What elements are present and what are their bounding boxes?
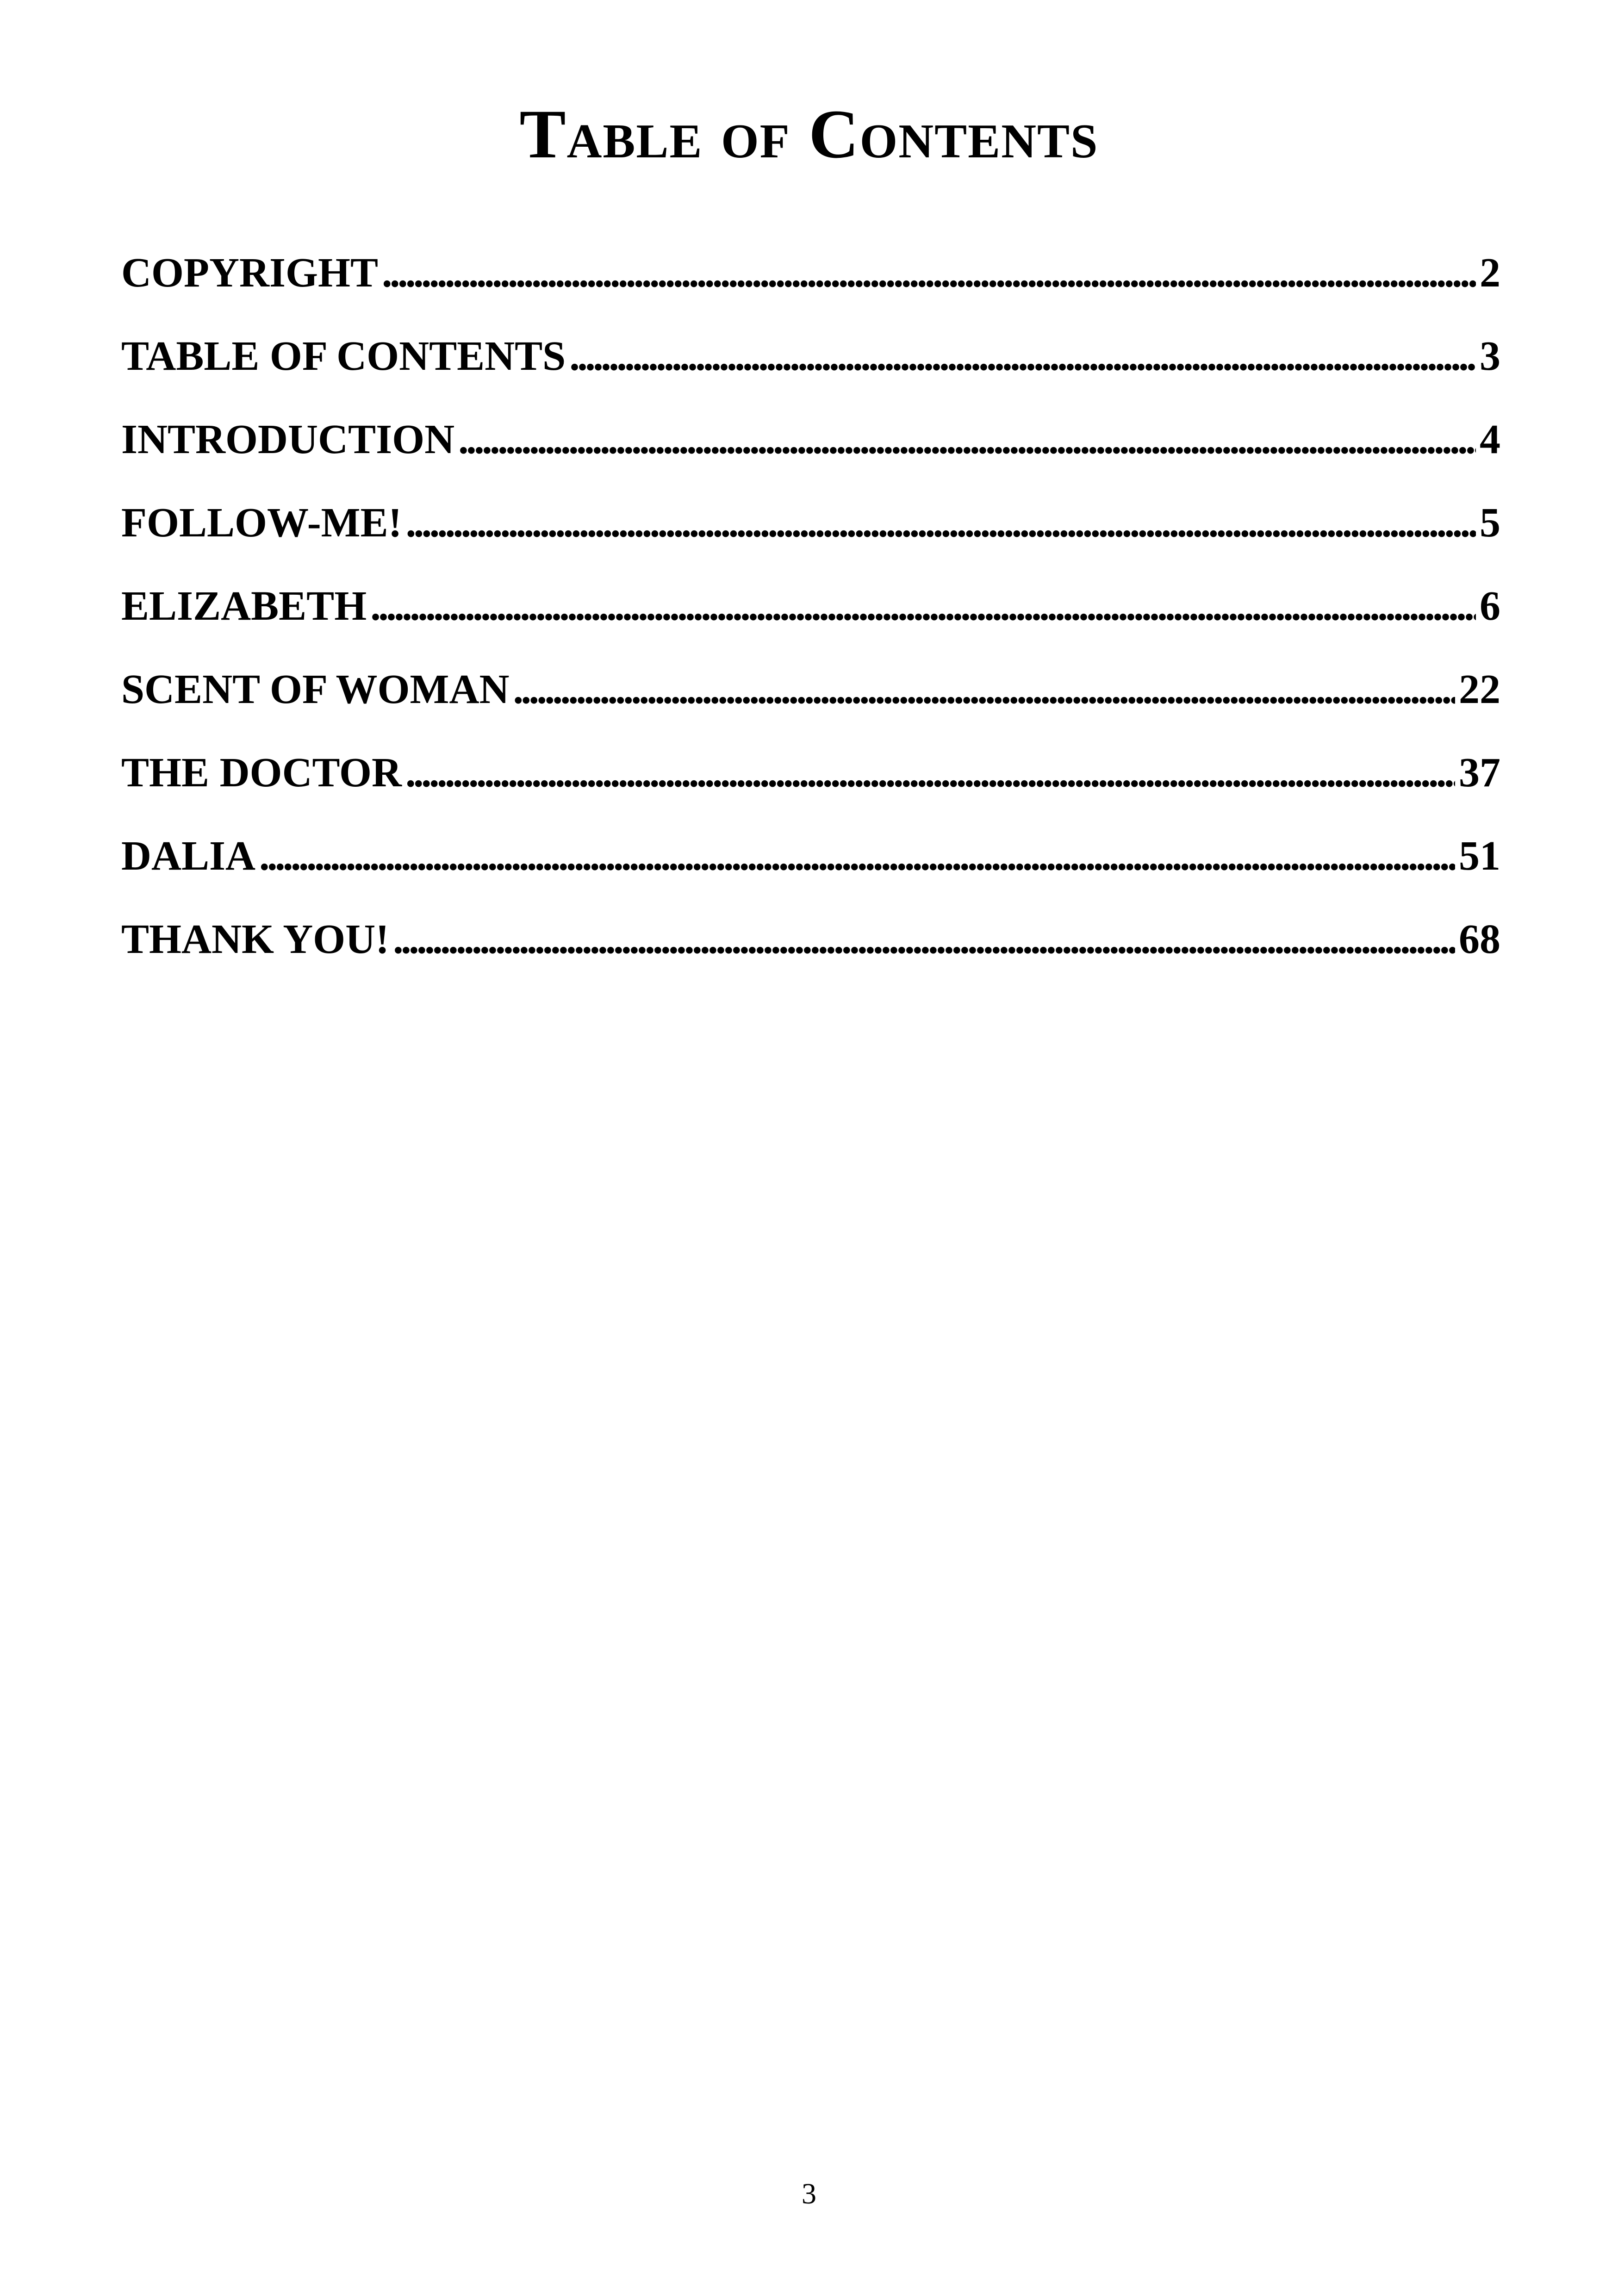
toc-entry-page: 51	[1459, 833, 1500, 879]
toc-entry-label: INTRODUCTION	[121, 417, 455, 462]
page-number: 3	[802, 2177, 816, 2210]
toc-entry-label: COPYRIGHT	[121, 250, 379, 296]
toc-entry-label: DALIA	[121, 833, 256, 879]
toc-dot-leader	[382, 231, 1476, 315]
toc-entry-the-doctor[interactable]	[121, 731, 1500, 815]
toc-dot-leader	[393, 898, 1455, 981]
toc-entry-label: THE DOCTOR	[121, 750, 402, 796]
toc-entry-elizabeth[interactable]	[121, 565, 1500, 648]
toc-entry-page: 6	[1480, 583, 1500, 629]
toc-entry-label: TABLE OF CONTENTS	[121, 333, 566, 379]
toc-entry-page: 4	[1480, 417, 1500, 462]
toc-entry-label: THANK YOU!	[121, 916, 390, 962]
toc-entry-page: 2	[1480, 250, 1500, 296]
toc-entry-label: SCENT OF WOMAN	[121, 666, 510, 712]
toc-entry-page: 5	[1480, 500, 1500, 546]
toc-entry-dalia[interactable]	[121, 815, 1500, 898]
toc-dot-leader	[370, 565, 1476, 648]
toc-entry-page: 37	[1459, 750, 1500, 796]
toc-entry-label: FOLLOW-ME!	[121, 500, 402, 546]
toc-dot-leader	[406, 481, 1476, 565]
toc-dot-leader	[405, 731, 1455, 815]
toc-entry-introduction[interactable]	[121, 398, 1500, 481]
page-title: Table of Contents	[519, 96, 1099, 173]
toc-entry-page: 22	[1459, 666, 1500, 712]
toc-dot-leader	[513, 648, 1455, 731]
table-of-contents	[121, 231, 1500, 981]
toc-entry-copyright[interactable]	[121, 231, 1500, 315]
toc-entry-page: 3	[1480, 333, 1500, 379]
toc-entry-table-of-contents[interactable]	[121, 315, 1500, 398]
toc-entry-label: ELIZABETH	[121, 583, 367, 629]
toc-entry-follow-me[interactable]	[121, 481, 1500, 565]
toc-entry-thank-you[interactable]	[121, 898, 1500, 981]
toc-entry-page: 68	[1459, 916, 1500, 962]
toc-dot-leader	[458, 398, 1476, 481]
toc-entry-scent-of-woman[interactable]	[121, 648, 1500, 731]
toc-dot-leader	[259, 815, 1455, 898]
toc-dot-leader	[569, 315, 1476, 398]
